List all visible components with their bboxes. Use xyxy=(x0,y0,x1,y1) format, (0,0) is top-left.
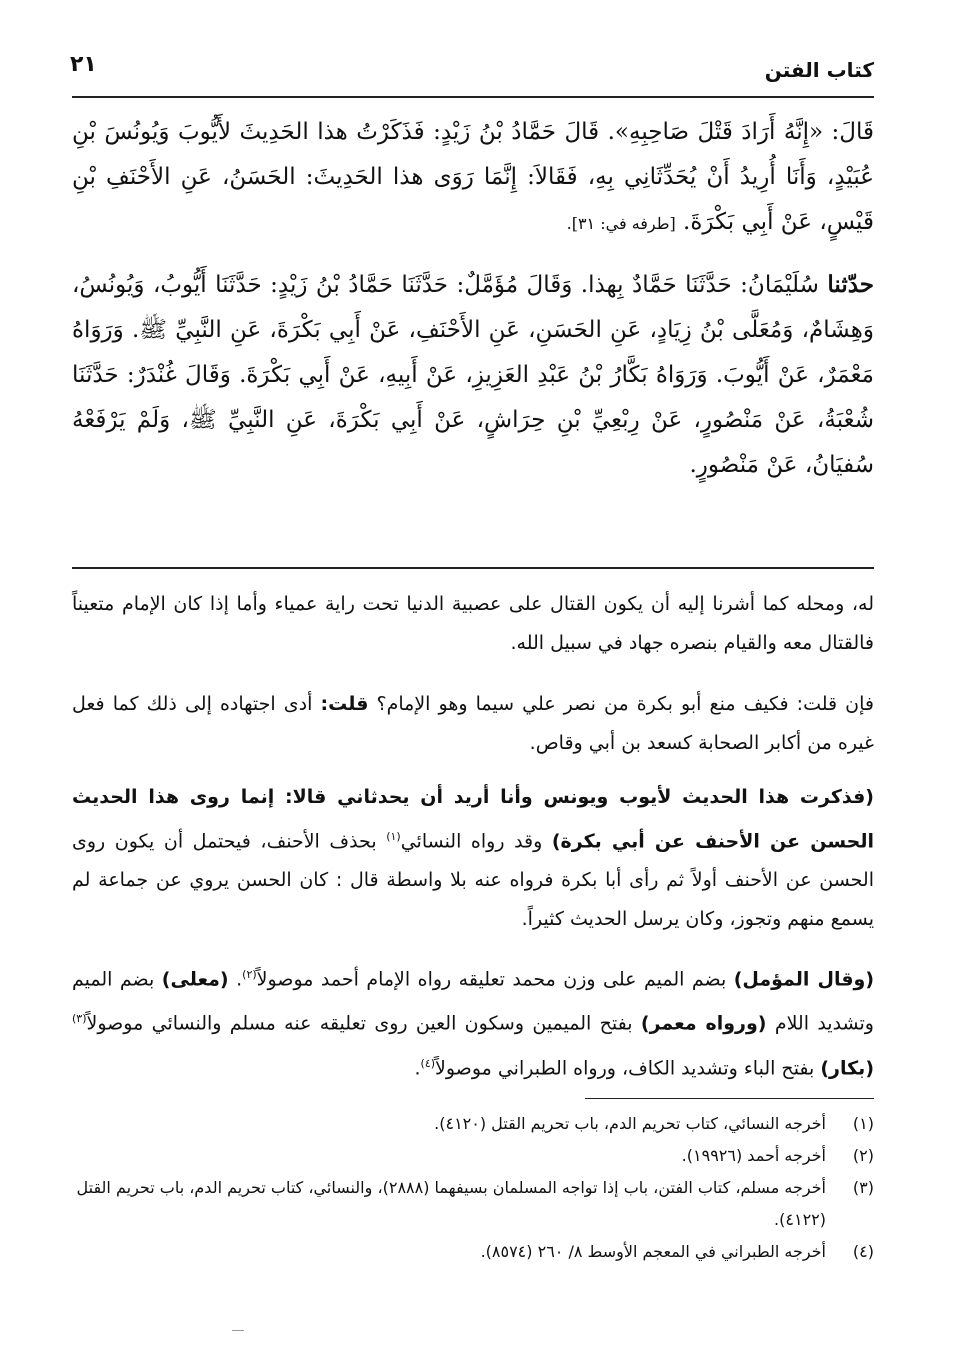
commentary-2-question: فإن قلت: فكيف منع أبو بكرة من نصر علي سيما وهو الإمام؟ xyxy=(376,693,875,715)
commentary-4-text-c: بفتح الميمين وسكون العين روى تعليقه عنه مسلم والنسائي موصولاً xyxy=(86,1012,633,1035)
commentary-paragraph-1 xyxy=(72,585,874,663)
commentary-4-quote-d: (بكار) xyxy=(820,1056,874,1079)
commentary-4-quote-a: (وقال المؤمل) xyxy=(733,968,875,991)
page-number: ٢١ xyxy=(70,52,97,77)
footnote-rule xyxy=(585,1098,874,1099)
footnote-4 xyxy=(72,1236,874,1268)
commentary-separator xyxy=(72,567,874,569)
footnote-text: أخرجه النسائي، كتاب تحريم الدم، باب تحريم القتل (٤١٢٠). xyxy=(434,1114,826,1133)
footnote-text: أخرجه أحمد (١٩٩٢٦). xyxy=(681,1146,826,1165)
commentary-2-answer-label: قلت: xyxy=(320,693,369,715)
footnote-number: (٣) xyxy=(852,1178,874,1197)
commentary-3-text-a: وقد رواه النسائي xyxy=(400,830,543,853)
commentary-4-quote-b: (معلى) xyxy=(161,968,229,991)
hadith-text-1 xyxy=(72,110,874,246)
footnote-3 xyxy=(72,1172,874,1236)
footnote-ref-4[interactable]: (٤) xyxy=(420,1056,436,1070)
footnote-1 xyxy=(72,1108,874,1140)
commentary-4-text-a: بضم الميم على وزن محمد تعليقه رواه الإمام أحمد موصولاً xyxy=(256,968,727,991)
commentary-paragraph-4 xyxy=(72,955,874,1088)
commentary-4-punct-b: . xyxy=(414,1056,421,1079)
page-header xyxy=(70,52,874,96)
commentary-paragraph-3 xyxy=(72,778,874,939)
commentary-paragraph-2 xyxy=(72,685,874,763)
footnote-text: أخرجه الطبراني في المعجم الأوسط ٨/ ٢٦٠ (٨٥٧٤). xyxy=(480,1242,826,1261)
commentary-4-punct-a: . xyxy=(236,968,243,991)
hadith-text-2 xyxy=(72,262,874,488)
footnote-number: (٢) xyxy=(852,1146,874,1165)
footnote-number: (٤) xyxy=(852,1242,874,1261)
footnote-text: أخرجه مسلم، كتاب الفتن، باب إذا تواجه المسلمان بسيفهما (٢٨٨٨)، والنسائي، كتاب تحريم الدم، باب تحريم القتل (٤١٢٢). xyxy=(76,1178,826,1229)
commentary-3-text-b: بحذف الأحنف، فيحتمل أن يكون روى الحسن عن الأحنف أولاً ثم رأى أبا بكرة فرواه عنه بلا واسطة قال : كان الحسن يروي عن جماعة لم يسمع منهم وتجوز، وكان يرسل الحديث كثيراً. xyxy=(72,830,874,931)
commentary-2-answer: أدى اجتهاده إلى ذلك كما فعل غيره من أكابر الصحابة كسعد بن أبي وقاص. xyxy=(72,693,874,754)
commentary-4-text-d: بفتح الباء وتشديد الكاف، ورواه الطبراني موصولاً xyxy=(435,1056,815,1079)
scan-mark xyxy=(232,1330,244,1331)
footnote-number: (١) xyxy=(852,1114,874,1133)
commentary-4-quote-c: (ورواه معمر) xyxy=(640,1012,767,1035)
hadith-1-body: قَالَ: «إِنَّهُ أَرَادَ قَتْلَ صَاحِبِهِ». قَالَ حَمَّادُ بْنُ زَيْدٍ: فَذَكَرْتُ هذا الحَدِيثَ لأَيُّوبَ وَيُونُسَ بْنِ عُبَيْدٍ، وَأَنَا أُرِيدُ أَنْ يُحَدِّثَانِي بِهِ، فَقَالاَ: إِنَّمَا رَوَى هذا الحَدِيثَ: الحَسَنُ، عَنِ الأَحْنَفِ بْنِ قَيْسٍ، عَنْ أَبِي بَكْرَةَ. xyxy=(72,119,874,235)
footnote-ref-3[interactable]: (٣) xyxy=(72,1012,87,1026)
hadith-2-body: سُلَيْمَانُ: حَدَّثَنَا حَمَّادٌ بِهذا. وَقَالَ مُؤَمَّلٌ: حَدَّثَنَا حَمَّادُ بْنُ زَيْدٍ: حَدَّثَنَا أَيُّوبُ، وَيُونُسُ، وَهِشَامٌ، وَمُعَلَّى بْنُ زِيَادٍ، عَنِ الحَسَنِ، عَنِ الأَحْنَفِ، عَنْ أَبِي بَكْرَةَ، عَنِ النَّبِيِّ ﷺ. وَرَوَاهُ مَعْمَرٌ، عَنْ أَيُّوبَ. وَرَوَاهُ بَكَّارُ بْنُ عَبْدِ العَزِيزِ، عَنْ أَبِيهِ، عَنْ أَبِي بَكْرَةَ. وَقَالَ غُنْدَرٌ: حَدَّثَنَا شُعْبَةُ، عَنْ مَنْصُورٍ، عَنْ رِبْعِيِّ بْنِ حِرَاشٍ، عَنْ أَبِي بَكْرَةَ، عَنِ النَّبِيِّ ﷺ، وَلَمْ يَرْفَعْهُ سُفيَانُ، عَنْ مَنْصُورٍ. xyxy=(72,272,874,478)
hadith-1-reference: [طرفه في: ٣١]. xyxy=(566,214,676,233)
footnote-ref-1[interactable]: (١) xyxy=(386,830,401,843)
commentary-4-text-b: بضم الميم وتشديد اللام xyxy=(72,968,874,1035)
hadith-2-lead: حدّثنا xyxy=(827,271,875,298)
book-title: كتاب الفتن xyxy=(764,58,874,82)
commentary-3-quote: (فذكرت هذا الحديث لأيوب ويونس وأنا أريد أن يحدثاني قالا: إنما روى هذا الحديث الحسن عن الأحنف عن أبي بكرة) xyxy=(72,786,874,853)
footnote-2 xyxy=(72,1140,874,1172)
footnotes xyxy=(72,1108,874,1268)
footnote-ref-2[interactable]: (٢) xyxy=(242,968,257,981)
header-rule xyxy=(72,96,874,98)
commentary-1-text: له، ومحله كما أشرنا إليه أن يكون القتال على عصبية الدنيا تحت راية عمياء وأما إذا كان الإمام متعيناً فالقتال معه والقيام بنصره جهاد في سبيل الله. xyxy=(72,593,874,654)
